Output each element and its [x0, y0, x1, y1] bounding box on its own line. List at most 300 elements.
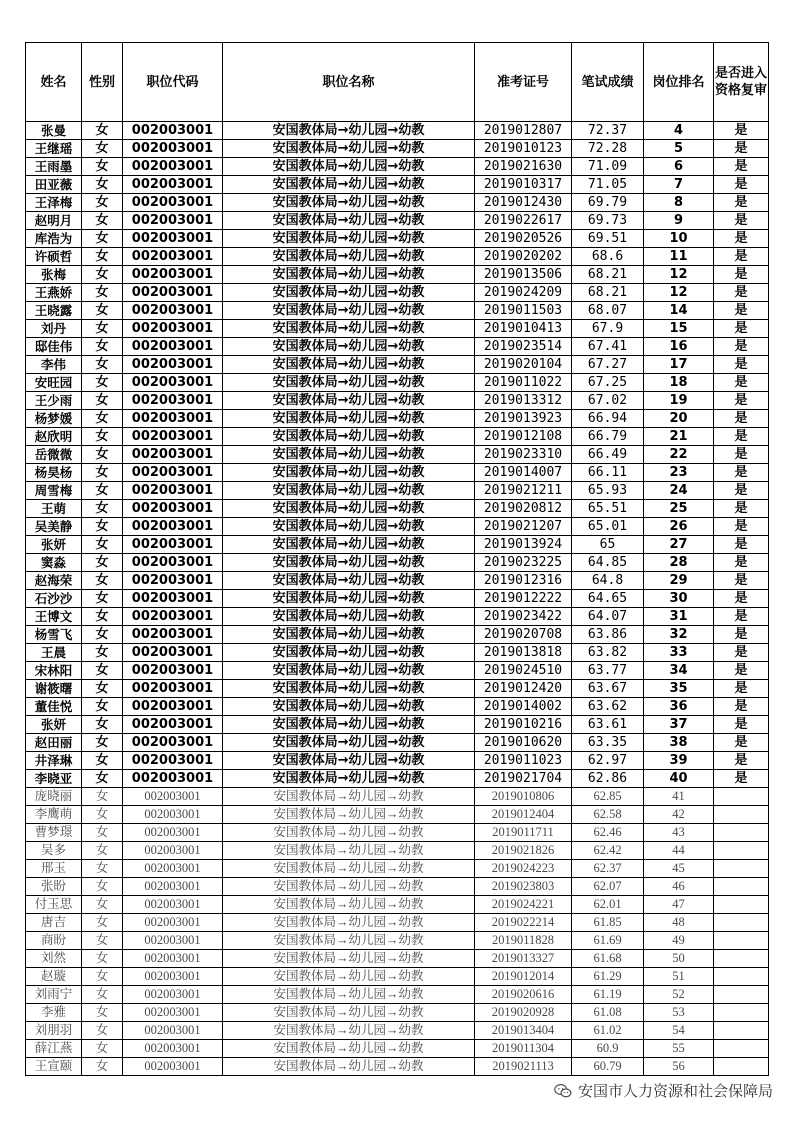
- cell-rank: 7: [644, 176, 714, 194]
- cell-position-name: 安国教体局→幼儿园→幼教: [223, 860, 475, 878]
- table-row: [26, 284, 769, 302]
- cell-review: 是: [714, 194, 769, 212]
- cell-exam-number: 2019021207: [475, 518, 572, 536]
- cell-review: [714, 788, 769, 806]
- cell-gender: 女: [82, 482, 123, 500]
- cell-position-name: 安国教体局→幼儿园→幼教: [223, 338, 475, 356]
- cell-position-name: 安国教体局→幼儿园→幼教: [223, 320, 475, 338]
- cell-name: 刘丹: [26, 320, 82, 338]
- cell-gender: 女: [82, 338, 123, 356]
- cell-review: [714, 968, 769, 986]
- table-row: [26, 824, 769, 842]
- table-row: [26, 122, 769, 140]
- cell-position-name: 安国教体局→幼儿园→幼教: [223, 482, 475, 500]
- cell-rank: 27: [644, 536, 714, 554]
- cell-exam-number: 2019023422: [475, 608, 572, 626]
- cell-written-score: 66.11: [572, 464, 644, 482]
- cell-gender: 女: [82, 122, 123, 140]
- cell-written-score: 69.51: [572, 230, 644, 248]
- cell-position-name: 安国教体局→幼儿园→幼教: [223, 158, 475, 176]
- cell-written-score: 62.01: [572, 896, 644, 914]
- cell-exam-number: 2019010317: [475, 176, 572, 194]
- cell-gender: 女: [82, 896, 123, 914]
- cell-review: 是: [714, 338, 769, 356]
- cell-review: 是: [714, 554, 769, 572]
- cell-written-score: 71.09: [572, 158, 644, 176]
- cell-exam-number: 2019020104: [475, 356, 572, 374]
- table-row: [26, 266, 769, 284]
- cell-written-score: 66.49: [572, 446, 644, 464]
- cell-name: 田亚薇: [26, 176, 82, 194]
- cell-rank: 36: [644, 698, 714, 716]
- cell-rank: 50: [644, 950, 714, 968]
- cell-exam-number: 2019024221: [475, 896, 572, 914]
- cell-rank: 37: [644, 716, 714, 734]
- col-header-exam-number: 准考证号: [475, 43, 572, 122]
- cell-written-score: 67.25: [572, 374, 644, 392]
- cell-position-name: 安国教体局→幼儿园→幼教: [223, 1040, 475, 1058]
- cell-position-code: 002003001: [123, 320, 223, 338]
- cell-gender: 女: [82, 536, 123, 554]
- col-header-written-score: 笔试成绩: [572, 43, 644, 122]
- cell-rank: 28: [644, 554, 714, 572]
- cell-review: [714, 914, 769, 932]
- cell-rank: 31: [644, 608, 714, 626]
- cell-review: [714, 878, 769, 896]
- cell-exam-number: 2019012404: [475, 806, 572, 824]
- cell-gender: 女: [82, 320, 123, 338]
- cell-written-score: 67.02: [572, 392, 644, 410]
- cell-position-name: 安国教体局→幼儿园→幼教: [223, 1058, 475, 1076]
- cell-position-name: 安国教体局→幼儿园→幼教: [223, 824, 475, 842]
- cell-gender: 女: [82, 194, 123, 212]
- cell-position-code: 002003001: [123, 158, 223, 176]
- table-row: [26, 626, 769, 644]
- table-row: [26, 950, 769, 968]
- cell-gender: 女: [82, 356, 123, 374]
- cell-position-name: 安国教体局→幼儿园→幼教: [223, 500, 475, 518]
- cell-review: 是: [714, 320, 769, 338]
- cell-name: 付玉思: [26, 896, 82, 914]
- cell-name: 王泽梅: [26, 194, 82, 212]
- cell-review: 是: [714, 356, 769, 374]
- header-row: [26, 43, 769, 122]
- cell-written-score: 63.67: [572, 680, 644, 698]
- cell-position-name: 安国教体局→幼儿园→幼教: [223, 590, 475, 608]
- cell-review: [714, 824, 769, 842]
- cell-position-code: 002003001: [123, 446, 223, 464]
- cell-name: 董佳悦: [26, 698, 82, 716]
- cell-rank: 46: [644, 878, 714, 896]
- cell-review: 是: [714, 626, 769, 644]
- cell-written-score: 64.85: [572, 554, 644, 572]
- cell-gender: 女: [82, 392, 123, 410]
- cell-written-score: 64.65: [572, 590, 644, 608]
- cell-rank: 16: [644, 338, 714, 356]
- cell-rank: 4: [644, 122, 714, 140]
- cell-name: 邢玉: [26, 860, 82, 878]
- cell-rank: 17: [644, 356, 714, 374]
- cell-rank: 56: [644, 1058, 714, 1076]
- cell-review: 是: [714, 212, 769, 230]
- table-row: [26, 662, 769, 680]
- cell-name: 庞晓丽: [26, 788, 82, 806]
- cell-position-name: 安国教体局→幼儿园→幼教: [223, 446, 475, 464]
- table-row: [26, 644, 769, 662]
- cell-name: 赵海荣: [26, 572, 82, 590]
- cell-rank: 12: [644, 284, 714, 302]
- cell-review: 是: [714, 158, 769, 176]
- cell-review: 是: [714, 482, 769, 500]
- cell-position-code: 002003001: [123, 590, 223, 608]
- cell-review: [714, 842, 769, 860]
- watermark-text: 安国市人力资源和社会保障局: [577, 1082, 773, 1100]
- cell-position-name: 安国教体局→幼儿园→幼教: [223, 770, 475, 788]
- cell-written-score: 63.77: [572, 662, 644, 680]
- cell-written-score: 61.29: [572, 968, 644, 986]
- cell-position-code: 002003001: [123, 212, 223, 230]
- cell-exam-number: 2019020708: [475, 626, 572, 644]
- cell-exam-number: 2019011304: [475, 1040, 572, 1058]
- cell-position-name: 安国教体局→幼儿园→幼教: [223, 1004, 475, 1022]
- cell-rank: 32: [644, 626, 714, 644]
- cell-review: 是: [714, 734, 769, 752]
- table-row: [26, 734, 769, 752]
- cell-position-code: 002003001: [123, 1004, 223, 1022]
- cell-gender: 女: [82, 950, 123, 968]
- cell-review: [714, 896, 769, 914]
- cell-name: 岳微微: [26, 446, 82, 464]
- cell-gender: 女: [82, 554, 123, 572]
- cell-review: 是: [714, 518, 769, 536]
- table-row: [26, 536, 769, 554]
- cell-name: 井泽琳: [26, 752, 82, 770]
- cell-review: 是: [714, 500, 769, 518]
- cell-exam-number: 2019020202: [475, 248, 572, 266]
- cell-gender: 女: [82, 284, 123, 302]
- cell-written-score: 62.46: [572, 824, 644, 842]
- table-row: [26, 698, 769, 716]
- table-row: [26, 446, 769, 464]
- cell-position-code: 002003001: [123, 176, 223, 194]
- cell-exam-number: 2019011828: [475, 932, 572, 950]
- table-row: [26, 932, 769, 950]
- cell-exam-number: 2019010806: [475, 788, 572, 806]
- cell-position-name: 安国教体局→幼儿园→幼教: [223, 140, 475, 158]
- cell-exam-number: 2019011503: [475, 302, 572, 320]
- cell-written-score: 60.79: [572, 1058, 644, 1076]
- cell-written-score: 62.58: [572, 806, 644, 824]
- cell-position-code: 002003001: [123, 356, 223, 374]
- cell-position-code: 002003001: [123, 716, 223, 734]
- table-row: [26, 158, 769, 176]
- cell-gender: 女: [82, 860, 123, 878]
- cell-position-code: 002003001: [123, 140, 223, 158]
- cell-exam-number: 2019011711: [475, 824, 572, 842]
- table-row: [26, 356, 769, 374]
- table-row: [26, 770, 769, 788]
- cell-position-name: 安国教体局→幼儿园→幼教: [223, 626, 475, 644]
- cell-name: 李晓亚: [26, 770, 82, 788]
- cell-position-code: 002003001: [123, 842, 223, 860]
- cell-position-code: 002003001: [123, 536, 223, 554]
- cell-position-code: 002003001: [123, 464, 223, 482]
- cell-gender: 女: [82, 266, 123, 284]
- cell-rank: 44: [644, 842, 714, 860]
- cell-rank: 14: [644, 302, 714, 320]
- cell-exam-number: 2019010216: [475, 716, 572, 734]
- cell-exam-number: 2019012430: [475, 194, 572, 212]
- cell-gender: 女: [82, 680, 123, 698]
- cell-gender: 女: [82, 626, 123, 644]
- cell-written-score: 72.28: [572, 140, 644, 158]
- cell-name: 赵璇: [26, 968, 82, 986]
- cell-position-name: 安国教体局→幼儿园→幼教: [223, 914, 475, 932]
- cell-position-name: 安国教体局→幼儿园→幼教: [223, 752, 475, 770]
- cell-review: 是: [714, 716, 769, 734]
- cell-rank: 10: [644, 230, 714, 248]
- cell-name: 赵欣明: [26, 428, 82, 446]
- cell-gender: 女: [82, 230, 123, 248]
- cell-position-code: 002003001: [123, 1058, 223, 1076]
- cell-gender: 女: [82, 932, 123, 950]
- cell-review: 是: [714, 374, 769, 392]
- cell-position-name: 安国教体局→幼儿园→幼教: [223, 230, 475, 248]
- table-row: [26, 554, 769, 572]
- cell-position-code: 002003001: [123, 986, 223, 1004]
- cell-gender: 女: [82, 1004, 123, 1022]
- table-row: [26, 608, 769, 626]
- cell-name: 吴美静: [26, 518, 82, 536]
- cell-written-score: 60.9: [572, 1040, 644, 1058]
- cell-rank: 34: [644, 662, 714, 680]
- cell-position-code: 002003001: [123, 266, 223, 284]
- table-row: [26, 986, 769, 1004]
- cell-review: 是: [714, 590, 769, 608]
- cell-name: 邸佳伟: [26, 338, 82, 356]
- cell-rank: 23: [644, 464, 714, 482]
- cell-position-code: 002003001: [123, 950, 223, 968]
- cell-exam-number: 2019021704: [475, 770, 572, 788]
- cell-rank: 9: [644, 212, 714, 230]
- cell-position-name: 安国教体局→幼儿园→幼教: [223, 374, 475, 392]
- cell-name: 王萌: [26, 500, 82, 518]
- cell-position-name: 安国教体局→幼儿园→幼教: [223, 788, 475, 806]
- table-row: [26, 752, 769, 770]
- cell-position-code: 002003001: [123, 824, 223, 842]
- cell-gender: 女: [82, 698, 123, 716]
- cell-exam-number: 2019012222: [475, 590, 572, 608]
- cell-exam-number: 2019010123: [475, 140, 572, 158]
- table-row: [26, 500, 769, 518]
- cell-rank: 54: [644, 1022, 714, 1040]
- cell-name: 王少雨: [26, 392, 82, 410]
- cell-written-score: 68.07: [572, 302, 644, 320]
- cell-review: 是: [714, 446, 769, 464]
- cell-review: 是: [714, 428, 769, 446]
- cell-position-name: 安国教体局→幼儿园→幼教: [223, 266, 475, 284]
- cell-rank: 5: [644, 140, 714, 158]
- cell-name: 王雨墨: [26, 158, 82, 176]
- cell-rank: 53: [644, 1004, 714, 1022]
- cell-name: 张妍: [26, 536, 82, 554]
- cell-written-score: 65.51: [572, 500, 644, 518]
- cell-name: 谢筱曙: [26, 680, 82, 698]
- cell-gender: 女: [82, 158, 123, 176]
- cell-exam-number: 2019012807: [475, 122, 572, 140]
- cell-exam-number: 2019011022: [475, 374, 572, 392]
- cell-position-code: 002003001: [123, 338, 223, 356]
- table-row: [26, 176, 769, 194]
- cell-position-name: 安国教体局→幼儿园→幼教: [223, 428, 475, 446]
- cell-position-name: 安国教体局→幼儿园→幼教: [223, 212, 475, 230]
- cell-exam-number: 2019024510: [475, 662, 572, 680]
- cell-position-name: 安国教体局→幼儿园→幼教: [223, 698, 475, 716]
- cell-written-score: 62.97: [572, 752, 644, 770]
- table-row: [26, 968, 769, 986]
- cell-position-name: 安国教体局→幼儿园→幼教: [223, 194, 475, 212]
- cell-exam-number: 2019010620: [475, 734, 572, 752]
- cell-written-score: 66.79: [572, 428, 644, 446]
- table-row: [26, 842, 769, 860]
- cell-exam-number: 2019013818: [475, 644, 572, 662]
- cell-written-score: 65: [572, 536, 644, 554]
- cell-review: 是: [714, 608, 769, 626]
- cell-gender: 女: [82, 734, 123, 752]
- cell-written-score: 68.6: [572, 248, 644, 266]
- cell-written-score: 62.07: [572, 878, 644, 896]
- cell-exam-number: 2019021826: [475, 842, 572, 860]
- cell-review: 是: [714, 662, 769, 680]
- cell-gender: 女: [82, 1040, 123, 1058]
- cell-written-score: 63.82: [572, 644, 644, 662]
- cell-written-score: 62.85: [572, 788, 644, 806]
- cell-written-score: 61.19: [572, 986, 644, 1004]
- cell-exam-number: 2019013923: [475, 410, 572, 428]
- cell-written-score: 61.08: [572, 1004, 644, 1022]
- cell-name: 商盼: [26, 932, 82, 950]
- cell-name: 赵田丽: [26, 734, 82, 752]
- cell-position-name: 安国教体局→幼儿园→幼教: [223, 608, 475, 626]
- source-watermark: [552, 1079, 775, 1102]
- cell-name: 曹梦璟: [26, 824, 82, 842]
- cell-name: 李鹰萌: [26, 806, 82, 824]
- cell-name: 吴多: [26, 842, 82, 860]
- cell-gender: 女: [82, 518, 123, 536]
- cell-written-score: 62.37: [572, 860, 644, 878]
- table-row: [26, 806, 769, 824]
- table-row: [26, 338, 769, 356]
- cell-rank: 43: [644, 824, 714, 842]
- cell-name: 周雪梅: [26, 482, 82, 500]
- cell-position-code: 002003001: [123, 626, 223, 644]
- cell-rank: 47: [644, 896, 714, 914]
- cell-exam-number: 2019021211: [475, 482, 572, 500]
- cell-rank: 41: [644, 788, 714, 806]
- table-row: [26, 410, 769, 428]
- cell-name: 王晓露: [26, 302, 82, 320]
- table-row: [26, 572, 769, 590]
- cell-written-score: 62.86: [572, 770, 644, 788]
- cell-position-name: 安国教体局→幼儿园→幼教: [223, 302, 475, 320]
- cell-exam-number: 2019020812: [475, 500, 572, 518]
- cell-position-code: 002003001: [123, 932, 223, 950]
- cell-review: 是: [714, 536, 769, 554]
- cell-name: 杨昊杨: [26, 464, 82, 482]
- table-row: [26, 392, 769, 410]
- cell-position-name: 安国教体局→幼儿园→幼教: [223, 644, 475, 662]
- cell-exam-number: 2019012420: [475, 680, 572, 698]
- cell-rank: 40: [644, 770, 714, 788]
- table-row: [26, 194, 769, 212]
- cell-position-code: 002003001: [123, 500, 223, 518]
- cell-written-score: 61.85: [572, 914, 644, 932]
- cell-position-code: 002003001: [123, 608, 223, 626]
- cell-position-code: 002003001: [123, 374, 223, 392]
- cell-written-score: 63.61: [572, 716, 644, 734]
- cell-position-name: 安国教体局→幼儿园→幼教: [223, 392, 475, 410]
- cell-name: 杨雪飞: [26, 626, 82, 644]
- cell-gender: 女: [82, 806, 123, 824]
- cell-review: [714, 932, 769, 950]
- cell-position-code: 002003001: [123, 752, 223, 770]
- table-row: [26, 1040, 769, 1058]
- cell-position-code: 002003001: [123, 194, 223, 212]
- cell-position-name: 安国教体局→幼儿园→幼教: [223, 734, 475, 752]
- cell-name: 刘然: [26, 950, 82, 968]
- col-header-gender: 性别: [82, 43, 123, 122]
- cell-rank: 45: [644, 860, 714, 878]
- cell-position-code: 002003001: [123, 770, 223, 788]
- cell-gender: 女: [82, 212, 123, 230]
- cell-exam-number: 2019012108: [475, 428, 572, 446]
- cell-position-code: 002003001: [123, 1022, 223, 1040]
- cell-written-score: 67.27: [572, 356, 644, 374]
- cell-position-code: 002003001: [123, 698, 223, 716]
- cell-review: 是: [714, 698, 769, 716]
- cell-written-score: 61.02: [572, 1022, 644, 1040]
- cell-exam-number: 2019013312: [475, 392, 572, 410]
- cell-exam-number: 2019020616: [475, 986, 572, 1004]
- cell-written-score: 64.07: [572, 608, 644, 626]
- cell-rank: 18: [644, 374, 714, 392]
- cell-position-code: 002003001: [123, 410, 223, 428]
- cell-rank: 19: [644, 392, 714, 410]
- cell-gender: 女: [82, 824, 123, 842]
- cell-written-score: 69.73: [572, 212, 644, 230]
- cell-position-code: 002003001: [123, 662, 223, 680]
- cell-review: [714, 1004, 769, 1022]
- cell-review: 是: [714, 770, 769, 788]
- cell-gender: 女: [82, 878, 123, 896]
- cell-review: 是: [714, 680, 769, 698]
- cell-written-score: 67.41: [572, 338, 644, 356]
- cell-review: 是: [714, 248, 769, 266]
- cell-gender: 女: [82, 176, 123, 194]
- cell-position-name: 安国教体局→幼儿园→幼教: [223, 968, 475, 986]
- cell-exam-number: 2019022214: [475, 914, 572, 932]
- cell-name: 赵明月: [26, 212, 82, 230]
- cell-written-score: 67.9: [572, 320, 644, 338]
- cell-review: 是: [714, 230, 769, 248]
- cell-written-score: 68.21: [572, 284, 644, 302]
- cell-rank: 11: [644, 248, 714, 266]
- cell-review: 是: [714, 572, 769, 590]
- cell-position-code: 002003001: [123, 554, 223, 572]
- cell-written-score: 71.05: [572, 176, 644, 194]
- cell-gender: 女: [82, 410, 123, 428]
- cell-name: 张妍: [26, 716, 82, 734]
